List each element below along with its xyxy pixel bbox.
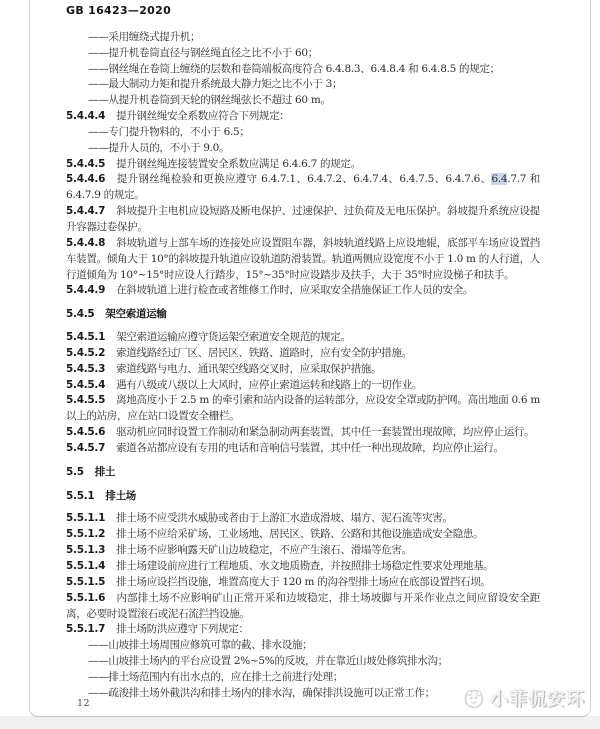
standard-number-header: GB 16423—2020 (66, 4, 172, 17)
clause-paragraph: 5.4.4.8 斜坡轨道与上部车场的连接处应设置阻车器，斜坡轨道线路上应设地辊，底部平车场应设置挡车装置。倾角大于 10°的斜坡提升轨道应设轨道防滑装置。轨道两侧应设宽度不小于 1.0 m 的人行道，人行道倾角为 10°~15°时应设人行踏步，15°~35°时应设踏步及扶手，大于 35°时应设梯子和扶手。 (66, 236, 540, 281)
clause-paragraph: 5.5.1.3 排土场不应影响露天矿山边坡稳定，不应产生滚石、滑塌等危害。 (66, 544, 412, 557)
clause-number: 5.4.4.4 (66, 110, 106, 123)
watermark (461, 685, 585, 711)
clause-number: 5.4.5.1 (66, 331, 106, 344)
clause-number: 5.5.1.6 (66, 591, 106, 604)
dash-list-item: ——提升人员的，不小于 9.0。 (88, 141, 230, 154)
clause-number: 5.5.1.3 (66, 544, 106, 557)
dash-list-item: ——采用缠绕式提升机； (88, 30, 201, 43)
clause-number: 5.4.4.9 (66, 284, 106, 297)
clause-number: 5.4.5.3 (66, 362, 106, 375)
clause-paragraph: 5.4.5.1 架空索道运输应遵守货运架空索道安全规范的规定。 (66, 331, 351, 344)
dash-list-item: ——钢丝绳在卷筒上缠绕的层数和卷筒端板高度符合 6.4.8.3、6.4.8.4 和 6.4.8.5 的规定； (88, 62, 500, 75)
dash-list-item: ——山坡排土场内的平台应设置 2%~5%的反坡，并在靠近山坡处修筑排水沟； (88, 655, 448, 668)
highlighted-text: 6.4 (491, 173, 508, 186)
clause-number: 5.4.4.8 (66, 236, 106, 249)
clause-number: 5.4.4.5 (66, 157, 106, 170)
dash-list-item: ——山坡排土场周围应修筑可靠的截、排水设施； (88, 639, 313, 652)
section-number: 5.4.5 (66, 308, 95, 321)
clause-number: 5.4.5.7 (66, 441, 106, 454)
clause-paragraph: 5.4.4.9 在斜坡轨道上进行检查或者维修工作时，应采取安全措施保证工作人员的安全。 (66, 284, 474, 297)
clause-paragraph: 5.5.1.2 排土场不应给采矿场、工业场地、居民区、铁路、公路和其他设施造成安全隐患。 (66, 528, 484, 541)
dash-list-item: ——从提升机卷筒到天轮的钢丝绳弦长不超过 60 m。 (88, 94, 331, 107)
clause-number: 5.4.4.7 (66, 205, 106, 218)
clause-paragraph: 5.4.4.5 提升钢丝绳连接装置安全系数应满足 6.4.6.7 的规定。 (66, 157, 361, 170)
clause-paragraph: 5.4.5.2 索道线路经过厂区、居民区、铁路、道路时，应有安全防护措施。 (66, 346, 412, 359)
clause-paragraph: 5.5.1.1 排土场不应受洪水威胁或者由于上游汇水造成滑坡、塌方、泥石流等灾害。 (66, 512, 453, 525)
dash-list-item: ——疏浚排土场外截洪沟和排土场内的排水沟，确保排洪设施可以正常工作； (88, 686, 435, 699)
clause-number: 5.5.1.7 (66, 623, 106, 636)
clause-paragraph: 5.5.1.7 排土场防洪应遵守下列规定： (66, 623, 249, 636)
clause-number: 5.5.1.2 (66, 528, 106, 541)
clause-paragraph: 5.4.5.5 离地高度小于 2.5 m 的牵引索和站内设备的运转部分，应设安全罩或防护网。高出地面 0.6 m 以上的站房，应在站口设置安全栅栏。 (66, 394, 540, 423)
section-number: 5.5 (66, 465, 84, 478)
page-content (30, 0, 590, 702)
dash-list-item: ——排土场范围内有出水点的，应在排土之前进行处理； (88, 670, 343, 683)
clause-paragraph: 5.5.1.4 排土场建设前应进行工程地质、水文地质勘查，并按照排土场稳定性要求处理地基。 (66, 560, 494, 572)
dash-list-item: ——最大制动力矩和提升系统最大静力矩之比不小于 3； (88, 78, 343, 91)
clause-paragraph: 5.4.4.6 提升钢丝绳检验和更换应遵守 6.4.7.1、6.4.7.2、6.4.7.4、6.4.7.5、6.4.7.6、6.4.7.7 和 6.4.7.9 的规定。 (66, 173, 540, 202)
clause-number: 5.4.5.6 (66, 426, 106, 439)
clause-number: 5.4.5.5 (66, 394, 106, 407)
clause-paragraph: 5.4.4.7 斜坡提升主电机应设短路及断电保护、过速保护、过负荷及无电压保护。斜坡提升系统应设提升容器过卷保护。 (66, 205, 540, 233)
section-heading: 5.4.5 架空索道运输 (66, 308, 167, 321)
clause-number: 5.4.5.4 (66, 378, 106, 391)
clause-paragraph: 5.4.5.6 驱动机应同时设置工作制动和紧急制动两套装置，其中任一套装置出现故障，均应停止运行。 (66, 426, 535, 439)
section-heading: 5.5 排土 (66, 465, 116, 478)
clause-paragraph: 5.4.5.3 索道线路与电力、通讯架空线路交叉时，应采取保护措施。 (66, 362, 382, 375)
section-number: 5.5.1 (66, 489, 95, 502)
watermark-logo-icon (461, 687, 485, 709)
clause-number: 5.5.1.4 (66, 560, 106, 572)
page-sheet (29, 0, 591, 717)
dash-list-item: ——专门提升物料的，不小于 6.5； (88, 125, 250, 138)
dash-list-item: ——提升机卷筒直径与钢丝绳直径之比不小于 60； (88, 46, 318, 59)
clause-number: 5.5.1.5 (66, 575, 106, 588)
clause-number: 5.4.5.2 (66, 346, 106, 359)
clause-paragraph: 5.4.5.7 索道各站都应设有专用的电话和音响信号装置，其中任一种出现故障，均应停止运行。 (66, 441, 504, 454)
clause-paragraph: 5.4.5.4 遇有八级或八级以上大风时，应停止索道运转和线路上的一切作业。 (66, 378, 423, 391)
clause-paragraph: 5.5.1.6 内部排土场不应影响矿山正常开采和边坡稳定，排土场坡脚与开采作业点之间应留设安全距离，必要时设置滚石或泥石流拦挡设施。 (66, 591, 540, 620)
page-number: 12 (77, 698, 91, 709)
clause-number: 5.4.4.6 (66, 173, 106, 186)
clause-paragraph: 5.4.4.4 提升钢丝绳安全系数应符合下列规定： (66, 110, 290, 123)
page-bottom-strip (0, 716, 600, 729)
clause-paragraph: 5.5.1.5 排土场应设拦挡设施，堆置高度大于 120 m 的沟谷型排土场应在底部设置挡石坝。 (66, 575, 491, 588)
section-heading: 5.5.1 排土场 (66, 489, 137, 502)
clause-number: 5.5.1.1 (66, 512, 106, 525)
watermark-text: 小菲侃安环 (490, 689, 585, 710)
